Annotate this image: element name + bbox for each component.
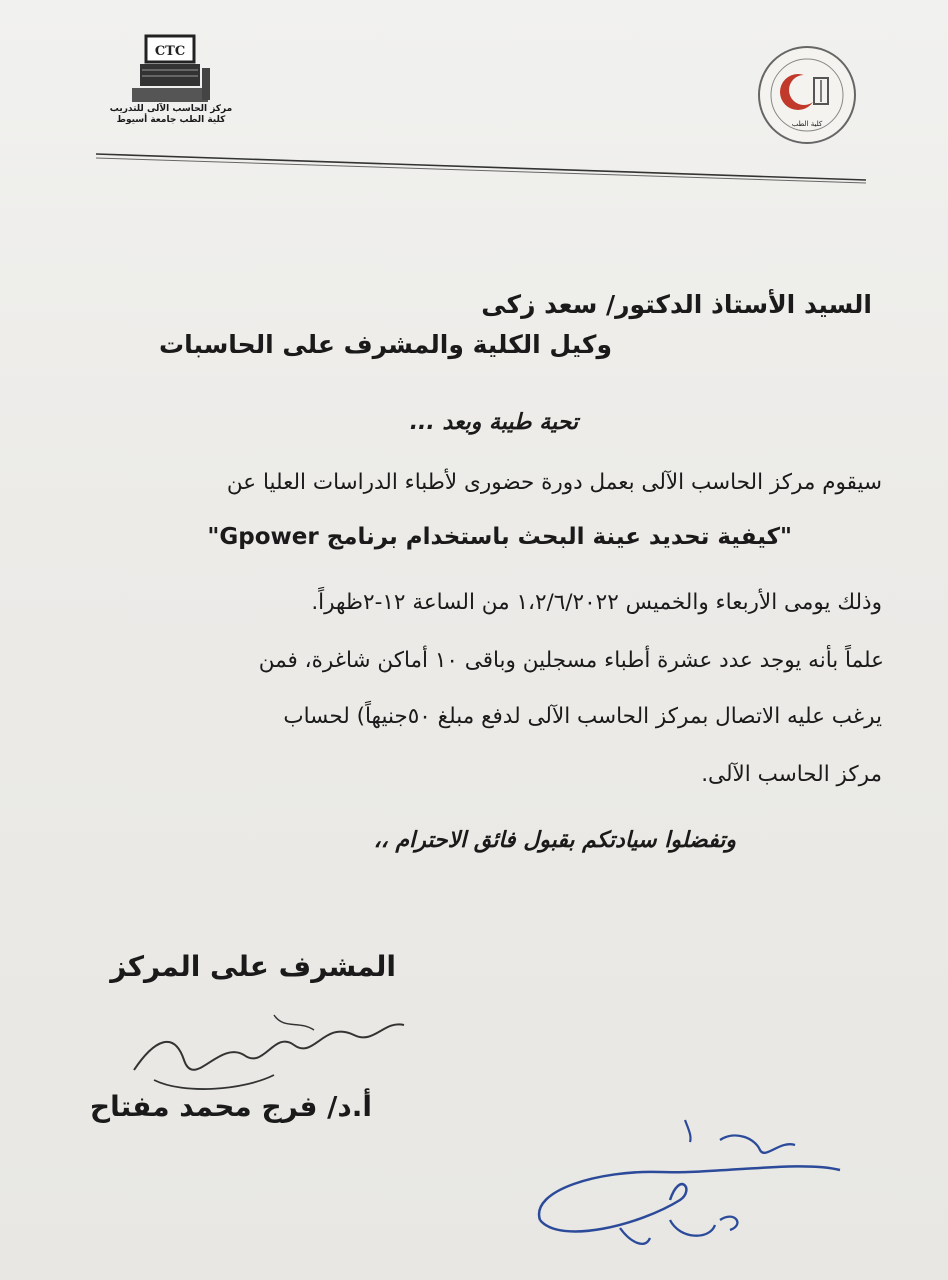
body-line-3: وذلك يومى الأربعاء والخميس ١،٢/٦/٢٠٢٢ من الساعة ١٢-٢ظهراً.	[311, 590, 882, 615]
ctc-badge: CTC	[154, 44, 186, 59]
body-line-1: سيقوم مركز الحاسب الآلى بعمل دورة حضورى لأطباء الدراسات العليا عن	[226, 470, 882, 495]
header-divider	[96, 152, 866, 184]
ctc-caption-line2: كلية الطب جامعة أسيوط	[116, 115, 226, 125]
addressee-role: وكيل الكلية والمشرف على الحاسبات	[158, 330, 612, 359]
body-line-5: يرغب عليه الاتصال بمركز الحاسب الآلى لدفع مبلغ ٥٠جنيهاً) لحساب	[283, 704, 882, 729]
supervisor-signature	[124, 1000, 414, 1100]
course-title: "كيفية تحديد عينة البحث باستخدام برنامج Gpower"	[207, 524, 792, 550]
greeting: تحية طيبة وبعد ...	[409, 410, 578, 435]
body-line-6: مركز الحاسب الآلى.	[701, 762, 882, 787]
ctc-logo	[96, 30, 246, 140]
seal-caption: كلية الطب	[791, 120, 823, 128]
supervisor-title: المشرف على المركز	[110, 950, 396, 983]
addressee: السيد الأستاذ الدكتور/ سعد زكى	[481, 290, 872, 319]
crescent-seal-icon	[752, 40, 862, 150]
supervisor-name: أ.د/ فرج محمد مفتاح	[89, 1090, 372, 1123]
ctc-caption-line1: مركز الحاسب الآلى للتدريب	[109, 104, 233, 114]
body-line-4: علماً بأنه يوجد عدد عشرة أطباء مسجلين وباقى ١٠ أماكن شاغرة، فمن	[258, 648, 884, 673]
faculty-seal	[752, 40, 862, 150]
approval-signature	[520, 1110, 860, 1270]
closing-line: وتفضلوا سيادتكم بقبول فائق الاحترام ،،	[373, 828, 736, 853]
ctc-caption	[96, 104, 246, 126]
